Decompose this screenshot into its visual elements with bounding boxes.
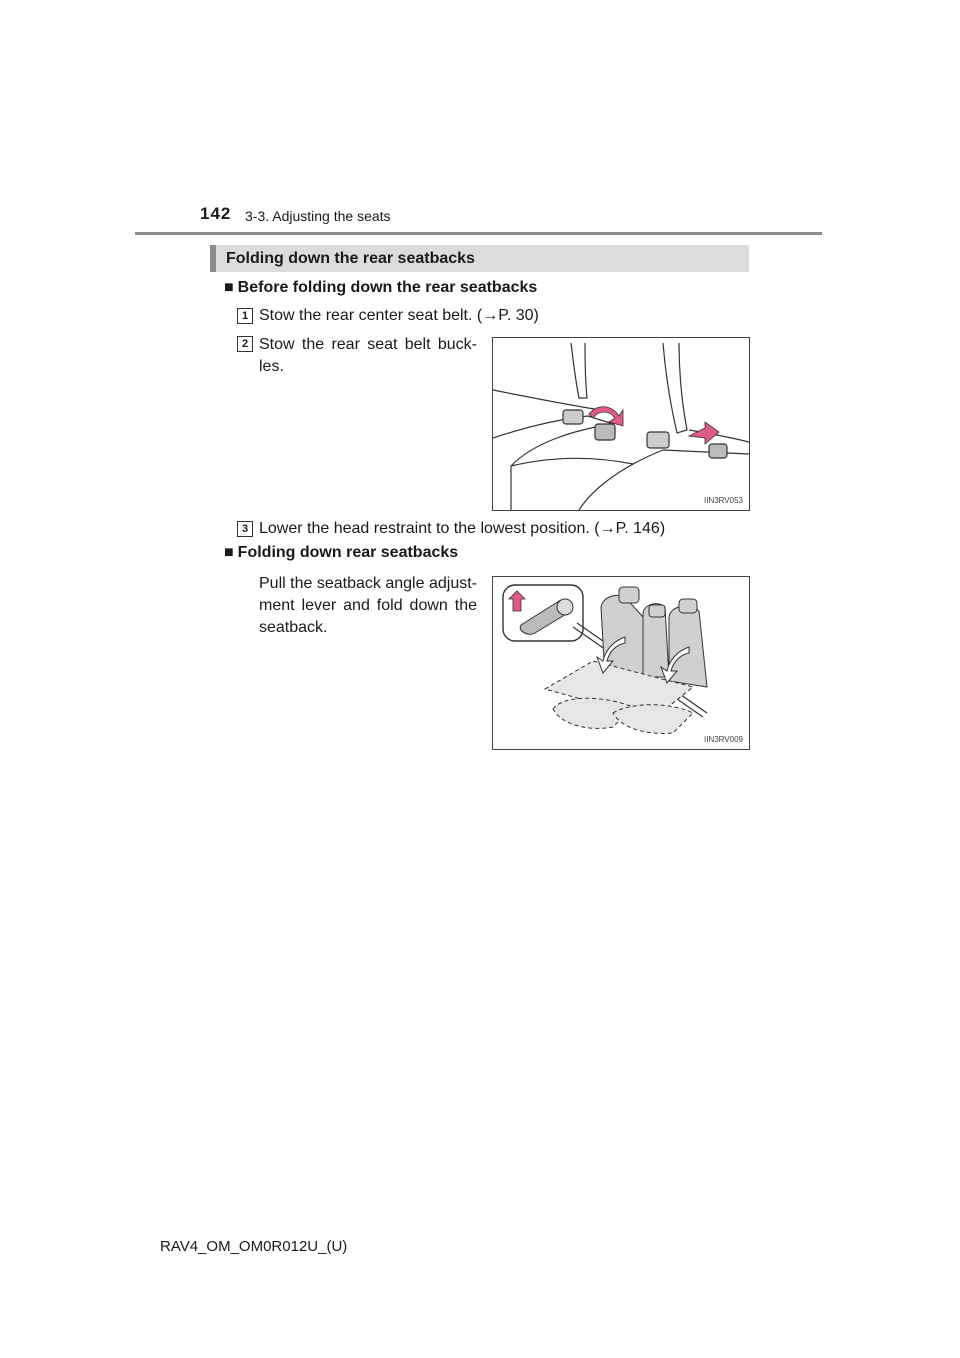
figure-seat-belt-buckles (492, 337, 750, 511)
subsection-title-text: Folding down rear seatbacks (237, 544, 459, 561)
document-footer: RAV4_OM_OM0R012U_(U) (160, 1238, 348, 1255)
fold-instruction-text: Pull the seatback angle adjust-ment lever and fold down the seatback. (259, 575, 477, 636)
step-number-1: 1 (237, 308, 253, 324)
section-heading-bar (210, 245, 749, 272)
step-number-2: 2 (237, 336, 253, 352)
square-bullet-icon: ■ (224, 544, 234, 561)
figure-code: IIN3RV009 (704, 735, 743, 744)
square-bullet-icon: ■ (224, 279, 234, 296)
figure-code: IIN3RV053 (704, 496, 743, 505)
step-2-text: Stow the rear seat belt buck-les. (259, 336, 477, 375)
fold-seatback-illustration (493, 577, 749, 749)
section-title: 3-3. Adjusting the seats (245, 208, 391, 224)
figure-fold-seatback (492, 576, 750, 750)
seat-belt-buckles-illustration (493, 338, 749, 510)
step-1-text: Stow the rear center seat belt. (→P. 30) (259, 307, 539, 324)
subsection-title-before-folding (224, 279, 537, 297)
page-number: 142 (200, 204, 232, 223)
section-heading: Folding down the rear seatbacks (226, 250, 475, 267)
step-number-3: 3 (237, 521, 253, 537)
subsection-title-text: Before folding down the rear seatbacks (237, 279, 538, 296)
header-rule (135, 232, 822, 235)
step-3-text: Lower the head restraint to the lowest position. (→P. 146) (259, 520, 666, 537)
subsection-title-folding (224, 544, 458, 562)
